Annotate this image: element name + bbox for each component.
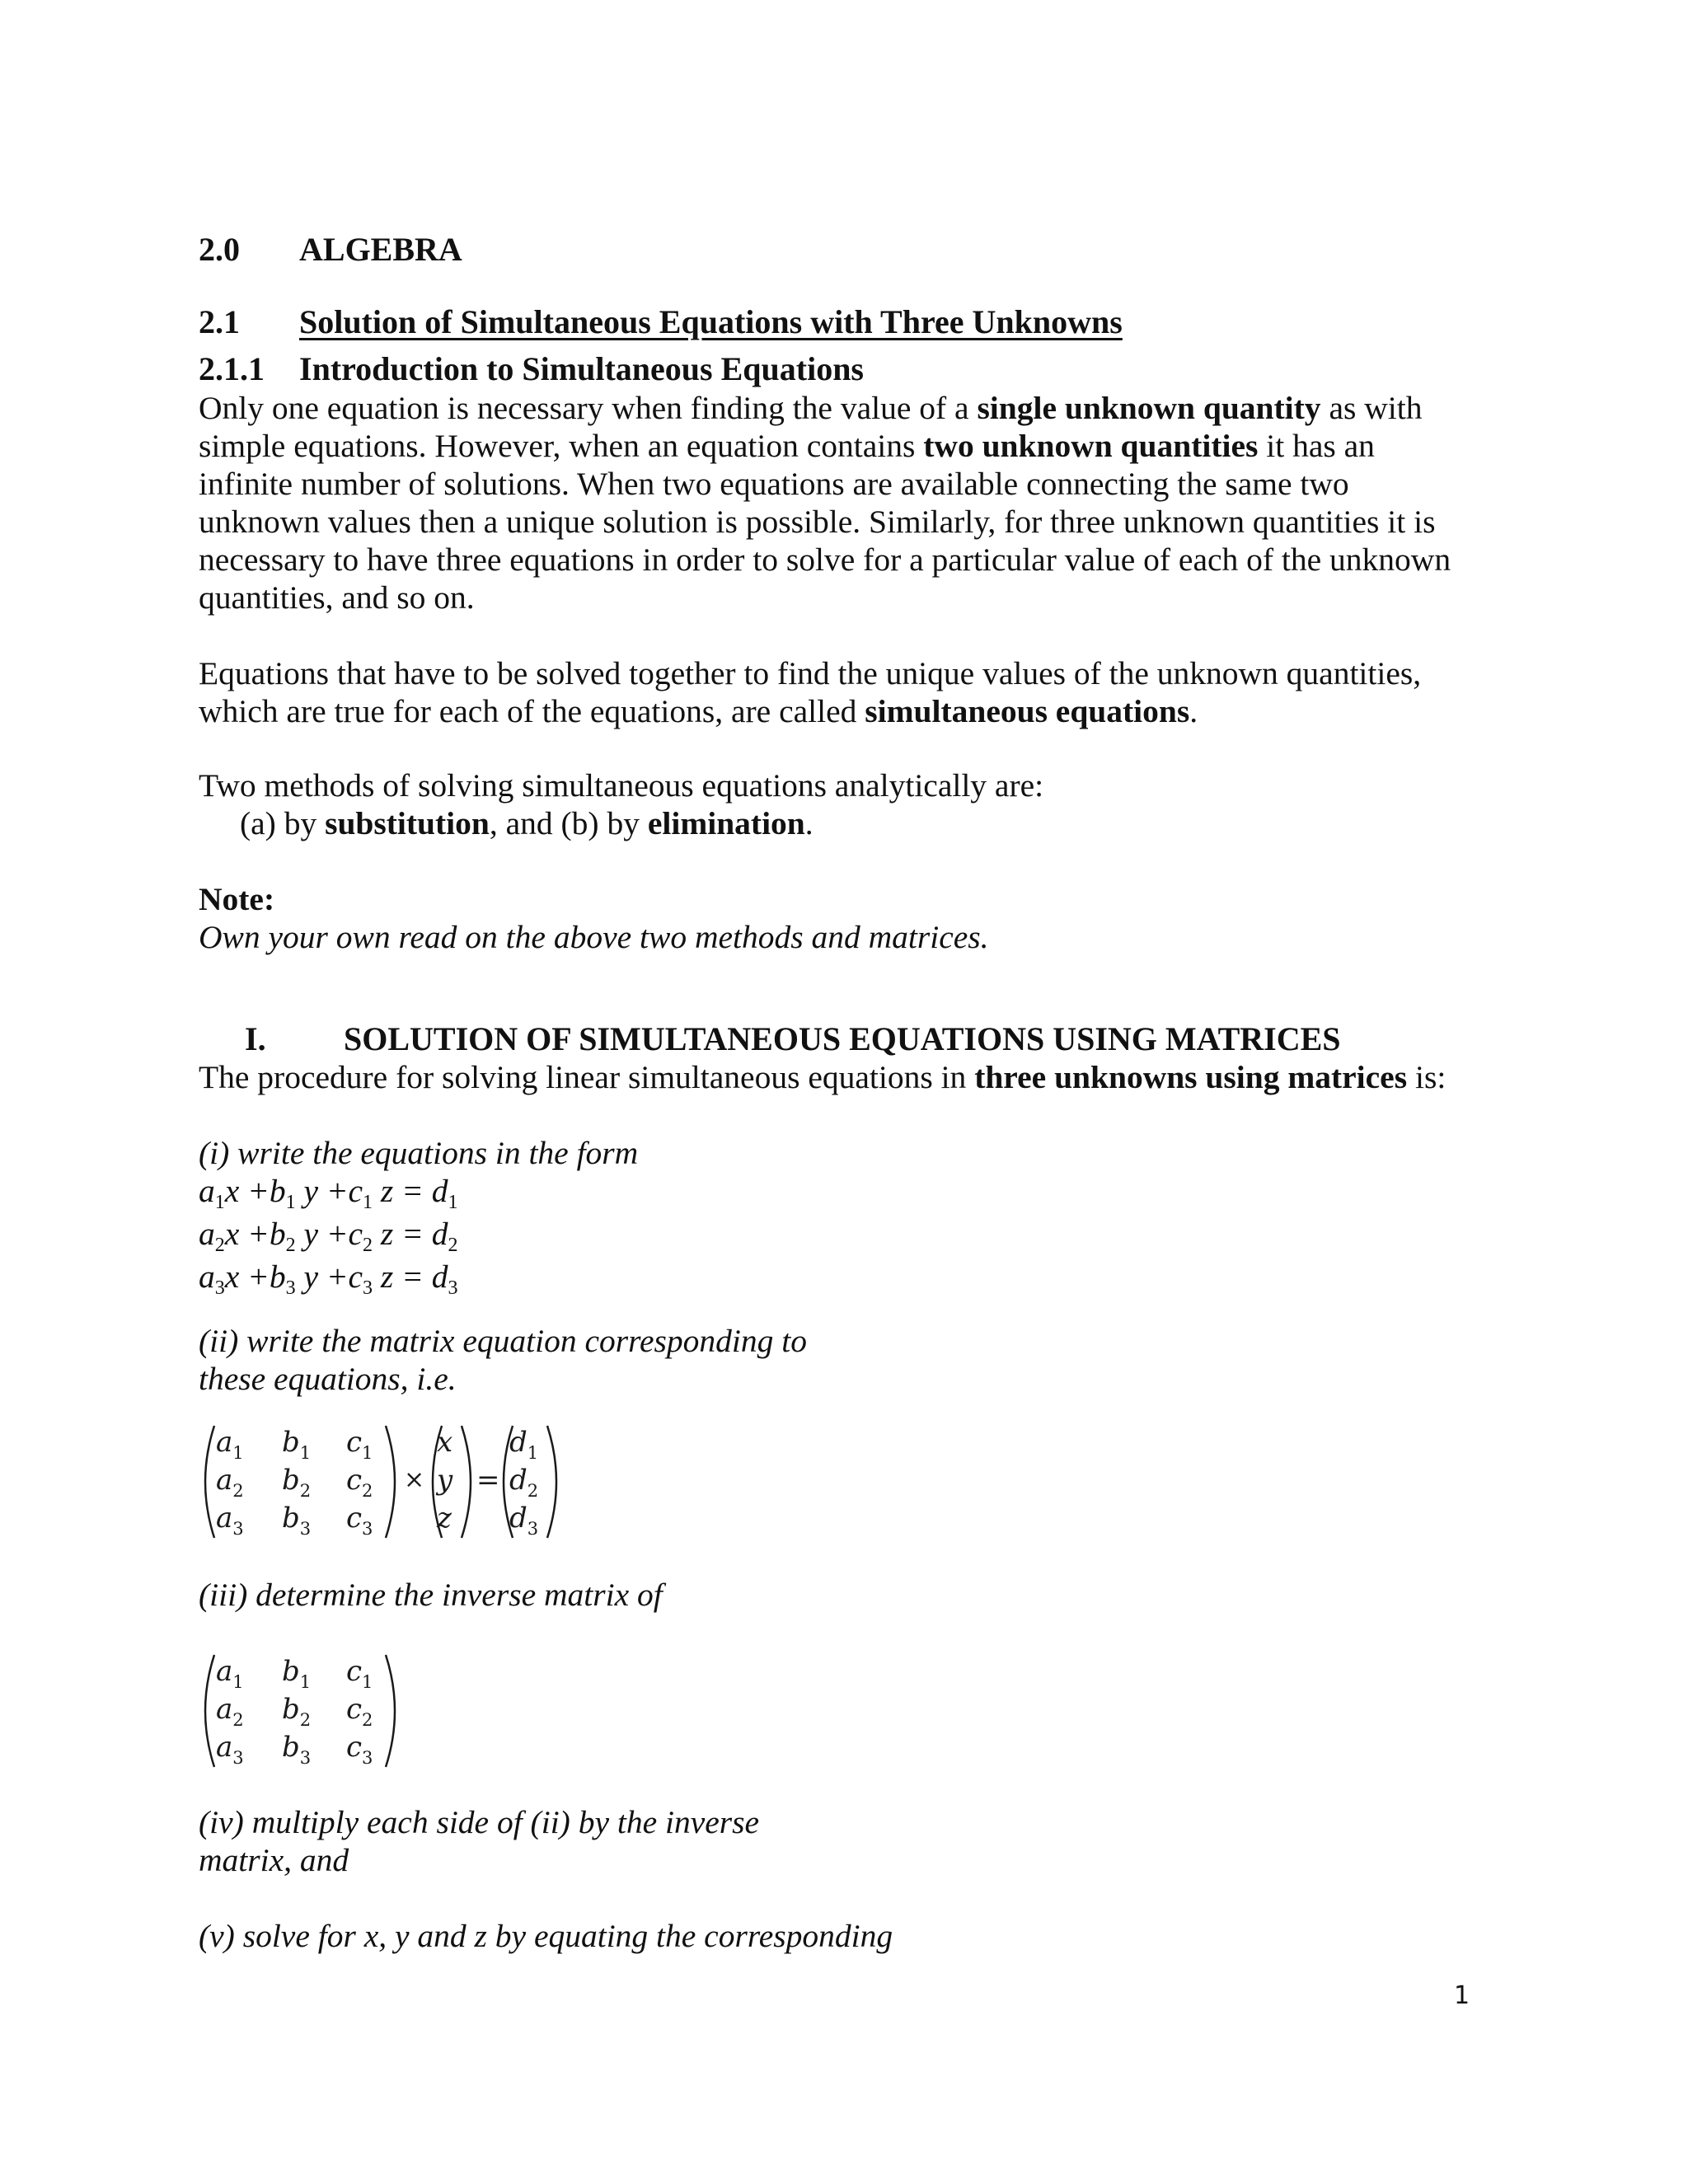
matrix-cell: $b_1$: [282, 1426, 312, 1463]
matrix-cell: $c_1$: [346, 1655, 373, 1692]
intro-text: as with: [1320, 390, 1423, 426]
intro-line: unknown values then a unique solution is possible. Similarly, for three unknown quantities it is: [199, 504, 1436, 540]
matrix-cell: $a_3$: [216, 1731, 244, 1768]
matrix-cell: $a_1$: [216, 1655, 244, 1692]
times-sign: ×: [404, 1465, 425, 1494]
methods-paragraph: [199, 766, 1476, 842]
matrix-cell: $a_3$: [216, 1502, 244, 1539]
step-iii-text: (iii) determine the inverse matrix of: [199, 1577, 663, 1613]
vector-cell: $d_1$: [509, 1426, 539, 1463]
section-title: ALGEBRA: [299, 231, 462, 268]
methods-intro: Two methods of solving simultaneous equations analytically are:: [199, 767, 1044, 804]
equals-sign: =: [476, 1464, 500, 1497]
matrix-cell: $b_2$: [282, 1693, 312, 1730]
definition-term: simultaneous equations: [865, 693, 1190, 729]
method-substitution: substitution: [325, 805, 490, 841]
equation-row-1: $a_1x +b_1$ $y +c_1$ $z = d_1$: [199, 1173, 458, 1213]
part-title: SOLUTION OF SIMULTANEOUS EQUATIONS USING MATRICES: [344, 1020, 1341, 1057]
section-number: 2.0: [199, 231, 240, 268]
matrix-cell: $a_1$: [216, 1426, 244, 1463]
definition-text: .: [1189, 693, 1198, 729]
note-heading: Note:: [199, 881, 275, 917]
note-block: [199, 880, 1476, 956]
matrix-cell: $c_2$: [346, 1464, 373, 1501]
matrix-cell: $c_3$: [346, 1502, 373, 1539]
step-v-text: (v) solve for x, y and z by equating the corresponding: [199, 1918, 893, 1954]
step-ii-line: these equations, i.e.: [199, 1361, 457, 1397]
section-heading: [199, 231, 462, 269]
subsubsection-title: Introduction to Simultaneous Equations: [299, 350, 864, 387]
intro-line: quantities, and so on.: [199, 579, 475, 616]
matrix-cell: $b_1$: [282, 1655, 312, 1692]
vector-cell: $d_3$: [509, 1502, 539, 1539]
methods-text: (a) by: [240, 805, 326, 841]
part-numeral: I.: [245, 1020, 266, 1057]
matrix-cell: $b_2$: [282, 1464, 312, 1501]
step-iv-line: matrix, and: [199, 1842, 349, 1878]
subsection-heading: [199, 303, 1123, 341]
step-ii: [199, 1322, 1476, 1398]
procedure-intro: [199, 1058, 1476, 1096]
subsection-title: Solution of Simultaneous Equations with Three Unknowns: [299, 303, 1123, 340]
intro-text: Only one equation is necessary when finding the value of a: [199, 390, 978, 426]
vector-cell: y: [437, 1464, 453, 1497]
vector-cell: x: [437, 1426, 453, 1459]
equation-row-3: $a_3x +b_3$ $y +c_3$ $z = d_3$: [199, 1258, 458, 1299]
subsubsection-heading: [199, 350, 864, 388]
matrix-cell: $c_2$: [346, 1693, 373, 1730]
subsubsection-number: 2.1.1: [199, 350, 265, 387]
procedure-text: is:: [1407, 1059, 1447, 1095]
matrix-cell: $a_2$: [216, 1693, 244, 1730]
vector-cell: z: [437, 1502, 452, 1535]
matrix-cell: $b_3$: [282, 1731, 312, 1768]
matrix-cell: $a_2$: [216, 1464, 244, 1501]
step-v: [199, 1917, 1476, 1955]
intro-text: simple equations. However, when an equation contains: [199, 428, 924, 464]
definition-line: Equations that have to be solved together to find the unique values of the unknown quantities,: [199, 655, 1422, 691]
right-paren: [381, 1424, 406, 1540]
procedure-text: The procedure for solving linear simultaneous equations in: [199, 1059, 975, 1095]
subsection-number: 2.1: [199, 303, 240, 340]
intro-bold-text: single unknown quantity: [977, 390, 1321, 426]
vector-cell: $d_2$: [509, 1464, 539, 1501]
definition-paragraph: [199, 654, 1476, 730]
definition-text: which are true for each of the equations, are called: [199, 693, 865, 729]
equation-row-2: $a_2x +b_2$ $y +c_2$ $z = d_2$: [199, 1216, 458, 1256]
part-heading: [245, 1020, 1341, 1058]
methods-text: , and (b) by: [489, 805, 648, 841]
methods-text: .: [804, 805, 814, 841]
step-iv-line: (iv) multiply each side of (ii) by the inverse: [199, 1804, 760, 1840]
matrix-cell: $c_3$: [346, 1731, 373, 1768]
step-i: [199, 1134, 1476, 1301]
intro-paragraph: [199, 389, 1476, 616]
step-ii-line: (ii) write the matrix equation corresponding to: [199, 1323, 807, 1359]
procedure-bold-text: three unknowns using matrices: [974, 1059, 1408, 1095]
right-paren: [381, 1653, 406, 1769]
note-text: Own your own read on the above two methods and matrices.: [199, 919, 989, 955]
right-paren: [542, 1424, 567, 1540]
intro-text: it has an: [1258, 428, 1375, 464]
matrix-cell: $b_3$: [282, 1502, 312, 1539]
intro-bold-text: two unknown quantities: [923, 428, 1259, 464]
page-number: 1: [1454, 1981, 1470, 2010]
step-iv: [199, 1803, 1476, 1879]
method-elimination: elimination: [647, 805, 805, 841]
intro-line: necessary to have three equations in order to solve for a particular value of each of the unknown: [199, 541, 1451, 578]
matrix-cell: $c_1$: [346, 1426, 373, 1463]
intro-line: infinite number of solutions. When two equations are available connecting the same two: [199, 466, 1349, 502]
step-i-text: (i) write the equations in the form: [199, 1135, 639, 1171]
step-iii: [199, 1576, 1476, 1614]
